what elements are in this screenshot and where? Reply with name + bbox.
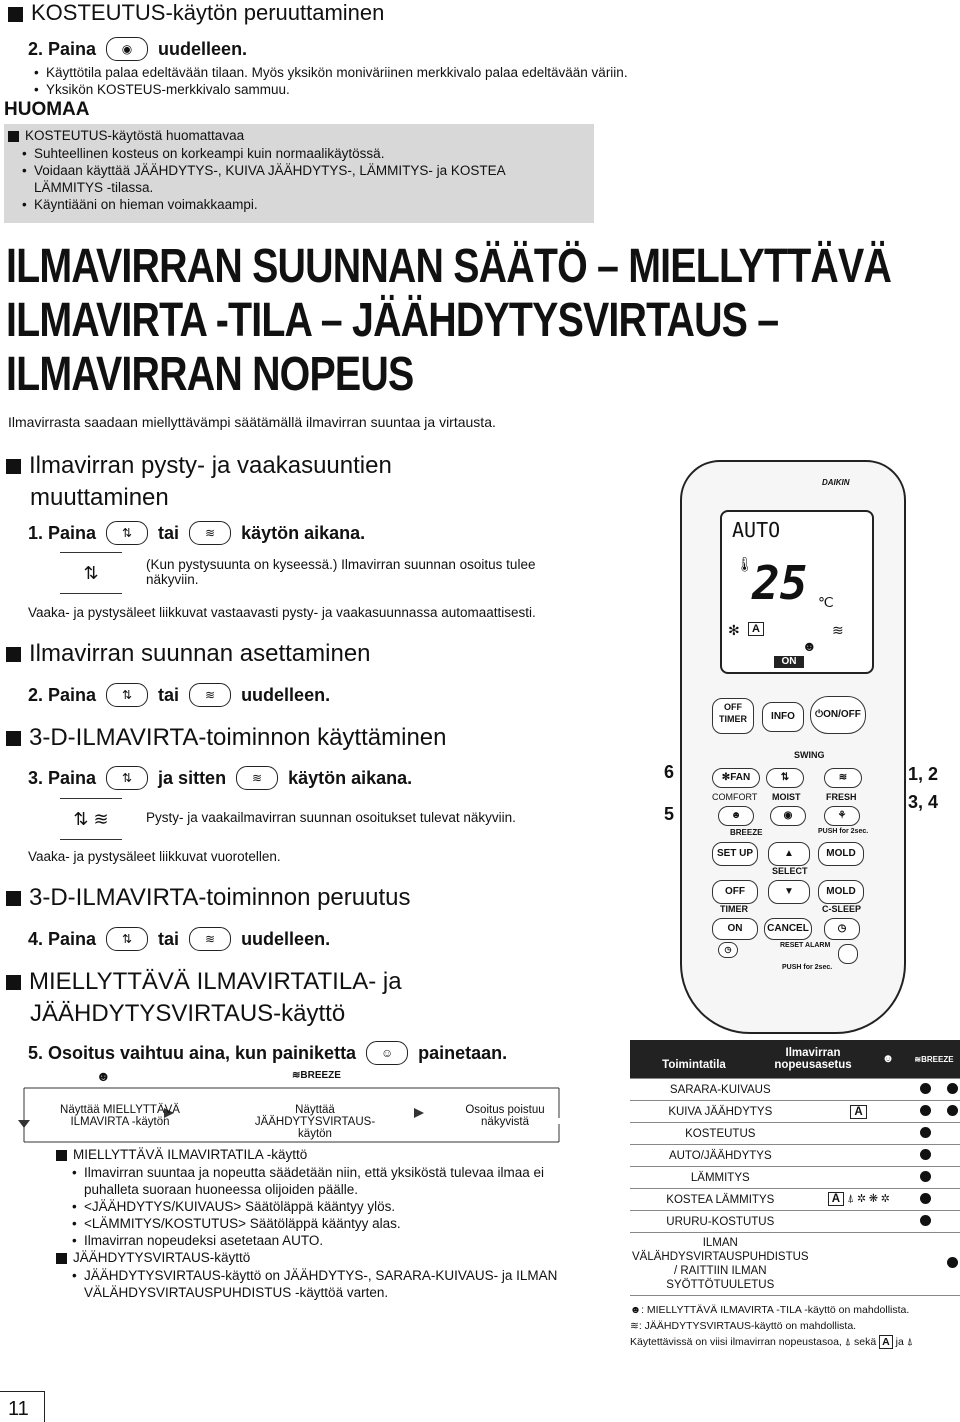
sec4-title-text: 3-D-ILMAVIRTA-toiminnon peruutus [29, 884, 411, 911]
table-cell [907, 1101, 945, 1123]
thermometer-icon: 🌡 [736, 556, 754, 572]
swing-vertical-button[interactable]: ⇅ [766, 768, 804, 788]
table-cell [907, 1211, 945, 1233]
dot-icon [920, 1215, 931, 1226]
step-text: 2. Paina [28, 684, 97, 705]
table-cell: KUIVA JÄÄHDYTYS [630, 1101, 811, 1123]
swing-lcd-icon: ≋ [832, 622, 844, 638]
breeze-tag: BREEZE [300, 1070, 341, 1081]
swing-horizontal-icon: ≋ [189, 683, 231, 707]
table-footnotes [630, 1302, 960, 1350]
table-cell: KOSTEA LÄMMITYS [630, 1189, 811, 1211]
sec1-title-l1: Ilmavirran pysty- ja vaakasuuntien [29, 452, 392, 479]
off-timer-button[interactable] [712, 698, 754, 734]
csleep-label: C-SLEEP [822, 904, 862, 914]
onoff-button[interactable]: ⏻ON/OFF [810, 696, 866, 734]
intro-text: Ilmavirrasta saadaan miellyttävämpi säätämällä ilmavirran suuntaa ja virtausta. [8, 414, 496, 430]
moist-label: MOIST [772, 792, 801, 802]
speed-table [630, 1040, 960, 1350]
step-text: 3. Paina [28, 767, 97, 788]
table-cell [811, 1101, 907, 1123]
callout-label: 3, 4 [908, 792, 939, 812]
table-cell [945, 1233, 960, 1296]
sec1-title-l2: muuttaminen [30, 484, 169, 511]
dot-icon [920, 1149, 931, 1160]
sec2-title [6, 640, 371, 668]
auto-speed-icon: A [828, 1192, 844, 1206]
lcd-mode: AUTO [732, 518, 781, 542]
sec5-step [28, 1041, 507, 1065]
timer-off-button[interactable]: OFF [712, 880, 758, 904]
push-label: PUSH for 2sec. [818, 828, 869, 835]
list-item: • Ilmavirran suuntaa ja nopeutta säädetään niin, että yksiköstä tulevaa ilmaa ei puhalleta suoraan huoneessa olijoiden päälle. [72, 1164, 596, 1198]
table-cell [811, 1233, 907, 1296]
select-down-button[interactable]: ▼ [768, 880, 810, 904]
step-text: tai [158, 928, 180, 949]
table-cell: LÄMMITYS [630, 1167, 811, 1189]
table-row [630, 1167, 960, 1189]
bullet-item: • Käyttötila palaa edeltävään tilaan. Myös yksikön moniväriinen merkkivalo palaa edeltävään väriin. [34, 64, 694, 81]
arrow-icon [18, 1120, 30, 1128]
square-bullet-icon [6, 975, 21, 990]
table-cell: URURU-KOSTUTUS [630, 1211, 811, 1233]
moist-button[interactable]: ◉ [770, 806, 806, 826]
step-text: uudelleen. [241, 684, 331, 705]
push-label: PUSH for 2sec. [782, 964, 833, 971]
breeze-label: BREEZE [730, 828, 763, 837]
step-text: 4. Paina [28, 928, 97, 949]
footnote: Käytettävissä on viisi ilmavirran nopeustasoa, [630, 1336, 842, 1348]
table-row [630, 1123, 960, 1145]
note-heading: HUOMAA [4, 99, 90, 120]
btn-label: TIMER [719, 714, 747, 724]
cycle-label: Näyttää MIELLYTTÄVÄ ILMAVIRTA -käytön [60, 1104, 180, 1128]
bullet-item: • Yksikön KOSTEUS-merkkivalo sammuu. [34, 81, 694, 98]
step-text: painetaan. [418, 1042, 508, 1063]
quiet-fan-icon: ⍋ [844, 1336, 852, 1348]
table-cell [945, 1123, 960, 1145]
table-cell [811, 1145, 907, 1167]
col-header: Ilmavirran nopeusasetus [774, 1047, 852, 1071]
list-item: • Ilmavirran nopeudeksi asetetaan AUTO. [72, 1232, 596, 1249]
info-button[interactable]: INFO [762, 702, 804, 732]
breeze-icon: ≋BREEZE [292, 1070, 341, 1081]
table-cell [907, 1079, 945, 1101]
auto-speed-icon: A [850, 1105, 866, 1119]
comfort-header-icon: ☻ [881, 1053, 895, 1065]
table-body [630, 1078, 960, 1296]
table-row [630, 1079, 960, 1101]
step2-post: uudelleen. [158, 38, 248, 59]
dot-icon [920, 1193, 931, 1204]
dot-icon [920, 1105, 931, 1116]
select-label: SELECT [772, 866, 808, 876]
table-row [630, 1101, 960, 1123]
step-text: tai [158, 522, 180, 543]
title-line: ILMAVIRRAN SUUNNAN SÄÄTÖ – MIELLYTTÄVÄ [6, 240, 892, 293]
comfort-icon: ☻ [630, 1304, 642, 1316]
note-bullet: • Suhteellinen kosteus on korkeampi kuin normaalikäytössä. [22, 145, 594, 162]
square-bullet-icon [56, 1253, 67, 1264]
lcd-auto-fan: A [748, 622, 764, 636]
sec2-title-text: Ilmavirran suunnan asettaminen [29, 640, 371, 667]
note-title-text: KOSTEUTUS-käytöstä huomattavaa [25, 128, 245, 143]
table-cell: AUTO/JÄÄHDYTYS [630, 1145, 811, 1167]
square-bullet-icon [8, 131, 19, 142]
title-line: ILMAVIRRAN NOPEUS [6, 348, 414, 401]
swing-vertical-icon: ⇅ [106, 766, 148, 790]
lcd-temp: 25 [752, 556, 808, 610]
swing-vertical-icon: ⇅ [106, 521, 148, 545]
top-bullets [34, 64, 694, 98]
table-cell [945, 1101, 960, 1123]
swing-vertical-icon: ⇅ [106, 927, 148, 951]
note-bullet: • Voidaan käyttää JÄÄHDYTYS-, KUIVA JÄÄHDYTYS-, LÄMMITYS- ja KOSTEA LÄMMITYS -tilassa. [22, 162, 574, 196]
swing-horizontal-icon: ≋ [189, 927, 231, 951]
step-text: käytön aikana. [241, 522, 366, 543]
swing-vertical-icon: ⇅ [106, 683, 148, 707]
sec4-step [28, 927, 330, 951]
table-cell [945, 1167, 960, 1189]
table-cell [945, 1189, 960, 1211]
list-item: • <JÄÄHDYTYS/KUIVAUS> Säätöläppä kääntyy ylös. [72, 1198, 596, 1215]
remote-control [680, 460, 906, 1034]
timer-on-button[interactable]: ON [712, 918, 758, 940]
reset-label: RESET ALARM [780, 942, 831, 949]
footnote: : JÄÄHDYTYSVIRTAUS-käyttö on mahdollista. [638, 1320, 857, 1332]
breeze-header-text: BREEZE [921, 1054, 954, 1064]
callout-label: 5 [664, 804, 675, 824]
list-title: JÄÄHDYTYSVIRTAUS-käyttö [73, 1250, 251, 1265]
swing-horizontal-icon: ≋ [189, 521, 231, 545]
square-bullet-icon [6, 647, 21, 662]
table-cell [907, 1167, 945, 1189]
sec4-title [6, 884, 410, 912]
table-row [630, 1189, 960, 1211]
cycle-label: Näyttää JÄÄHDYTYSVIRTAUS-käytön [254, 1104, 376, 1140]
sec3-after: Vaaka- ja pystysäleet liikkuvat vuorotellen. [28, 849, 281, 864]
table-cell [811, 1123, 907, 1145]
note-bullet: • Käyntiääni on hieman voimakkaampi. [22, 196, 594, 213]
silent-icon: ⍋ [906, 1336, 914, 1348]
footnote: ja [895, 1336, 904, 1348]
sec5-title [6, 966, 402, 1030]
step-text: uudelleen. [241, 928, 331, 949]
step-text: ja sitten [158, 767, 227, 788]
dot-icon [920, 1171, 931, 1182]
dot-icon [947, 1257, 958, 1268]
comfort-icon: ☻ [96, 1068, 111, 1084]
heading-text: KOSTEUTUS-käytön peruuttaminen [31, 0, 385, 25]
auto-speed-icon: A [879, 1335, 893, 1349]
fresh-button[interactable]: ⚘ [824, 806, 860, 826]
dot-icon [947, 1105, 958, 1116]
cancel-button[interactable]: CANCEL [764, 918, 812, 940]
step-text: käytön aikana. [288, 767, 413, 788]
dot-icon [920, 1083, 931, 1094]
table-cell [907, 1189, 945, 1211]
table-row [630, 1145, 960, 1167]
footnote: sekä [854, 1336, 877, 1348]
step-text: tai [158, 684, 180, 705]
btn-label: ON/OFF [823, 709, 861, 720]
sec1-note: (Kun pystysuunta on kyseessä.) Ilmavirran suunnan osoitus tulee näkyviin. [146, 557, 536, 587]
comfort-button-icon: ☺ [366, 1041, 408, 1065]
sec5-details [56, 1146, 596, 1301]
table-cell: SARARA-KUIVAUS [630, 1079, 811, 1101]
square-bullet-icon [56, 1150, 67, 1161]
list-item: • <LÄMMITYS/KOSTUTUS> Säätöläppä kääntyy alas. [72, 1215, 596, 1232]
clock-set-button[interactable]: ◷ [718, 942, 738, 958]
callout-label: 6 [664, 762, 675, 782]
note-box [4, 124, 594, 223]
page-title [6, 240, 960, 402]
callout-label: 1, 2 [908, 764, 939, 784]
vertical-swing-indicator-icon: ⇅ [60, 552, 122, 594]
step-text: 1. Paina [28, 522, 97, 543]
remote-lcd [720, 510, 874, 674]
sec1-step [28, 521, 365, 545]
swing-horizontal-button[interactable]: ≋ [824, 768, 862, 788]
table-row [630, 1211, 960, 1233]
step2-line [28, 37, 247, 61]
square-bullet-icon [6, 891, 21, 906]
sec3-title [6, 724, 446, 752]
table-cell [907, 1123, 945, 1145]
table-cell: A ⍋ ✲ ❋ ✲ [811, 1189, 907, 1211]
setup-button[interactable]: SET UP [712, 842, 758, 866]
page-number-box [0, 1391, 45, 1422]
comfort-label: COMFORT [712, 792, 758, 802]
fresh-label: FRESH [826, 792, 857, 802]
table-cell [811, 1167, 907, 1189]
lcd-on: ON [774, 656, 804, 668]
square-bullet-icon [6, 459, 21, 474]
table-cell [945, 1145, 960, 1167]
fan-icon: ✻ [728, 622, 740, 638]
3d-swing-indicator-icon: ⇅ ≋ [60, 798, 122, 840]
timer-label: TIMER [720, 904, 748, 914]
select-up-button[interactable]: ▲ [768, 842, 810, 866]
comfort-button[interactable]: ☻ [718, 806, 754, 826]
sec2-step [28, 683, 330, 707]
section-humidify-cancel [8, 0, 384, 26]
comfort-lcd-icon: ☻ [802, 638, 817, 654]
table-cell [945, 1079, 960, 1101]
col-header: Toimintatila [662, 1059, 726, 1071]
swing-label: SWING [794, 750, 825, 760]
table-header [630, 1040, 960, 1078]
title-line: ILMAVIRTA -TILA – JÄÄHDYTYSVIRTAUS – [6, 294, 779, 347]
square-bullet-icon [8, 7, 23, 22]
step-text: 5. Osoitus vaihtuu aina, kun painiketta [28, 1042, 357, 1063]
lcd-unit: ℃ [818, 594, 834, 610]
moist-button-icon: ◉ [106, 37, 148, 61]
dot-icon [920, 1127, 931, 1138]
list-title: MIELLYTTÄVÄ ILMAVIRTATILA -käyttö [73, 1147, 308, 1162]
dot-icon [947, 1083, 958, 1094]
square-bullet-icon [6, 731, 21, 746]
reset-button[interactable] [838, 944, 858, 964]
btn-label: OFF [724, 702, 742, 712]
swing-horizontal-icon: ≋ [236, 766, 278, 790]
table-cell [945, 1211, 960, 1233]
table-cell: KOSTEUTUS [630, 1123, 811, 1145]
mold-button[interactable]: MOLD [818, 842, 864, 866]
breeze-icon: ≋ [630, 1320, 639, 1332]
table-cell [907, 1233, 945, 1296]
list-item: • JÄÄHDYTYSVIRTAUS-käyttö on JÄÄHDYTYS-, SARARA-KUIVAUS- ja ILMAN VÄLÄHDYSVIRTAUSPUHDISTUS -käyttöä varten. [72, 1267, 596, 1301]
arrow-icon [414, 1108, 424, 1118]
table-cell [907, 1145, 945, 1167]
heading-humidify-cancel [8, 0, 384, 26]
footnote: : MIELLYTTÄVÄ ILMAVIRTA -TILA -käyttö on mahdollista. [641, 1304, 910, 1316]
breeze-header: ≋BREEZE [914, 1054, 954, 1064]
table-cell: ILMAN VÄLÄHDYSVIRTAUSPUHDISTUS / RAITTIIN ILMAN SYÖTTÖTUULETUS [630, 1233, 811, 1296]
sec3-step [28, 766, 412, 790]
sec1-title [6, 450, 392, 514]
sec5-title-l1: MIELLYTTÄVÄ ILMAVIRTATILA- ja [29, 968, 402, 995]
sec3-title-text: 3-D-ILMAVIRTA-toiminnon käyttäminen [29, 724, 447, 751]
step2-pre: 2. Paina [28, 38, 97, 59]
brand-logo: DAIKIN [822, 478, 850, 487]
note-title [4, 124, 594, 143]
fan-button[interactable]: ✻FAN [712, 768, 760, 788]
sec1-after: Vaaka- ja pystysäleet liikkuvat vastaavasti pysty- ja vaakasuunnassa automaattisesti. [28, 605, 536, 620]
table-cell [811, 1211, 907, 1233]
table-cell [811, 1079, 907, 1101]
page-number: 11 [8, 1398, 29, 1420]
sec3-note: Pysty- ja vaakailmavirran suunnan osoitukset tulevat näkyviin. [146, 810, 516, 825]
clock-button[interactable]: ◷ [824, 918, 860, 940]
sec5-title-l2: JÄÄHDYTYSVIRTAUS-käyttö [30, 1000, 346, 1027]
mold-2-button[interactable]: MOLD [818, 880, 864, 904]
table-row [630, 1233, 960, 1296]
cycle-label: Osoitus poistuu näkyvistä [465, 1104, 545, 1128]
btn-label: FAN [730, 772, 751, 783]
